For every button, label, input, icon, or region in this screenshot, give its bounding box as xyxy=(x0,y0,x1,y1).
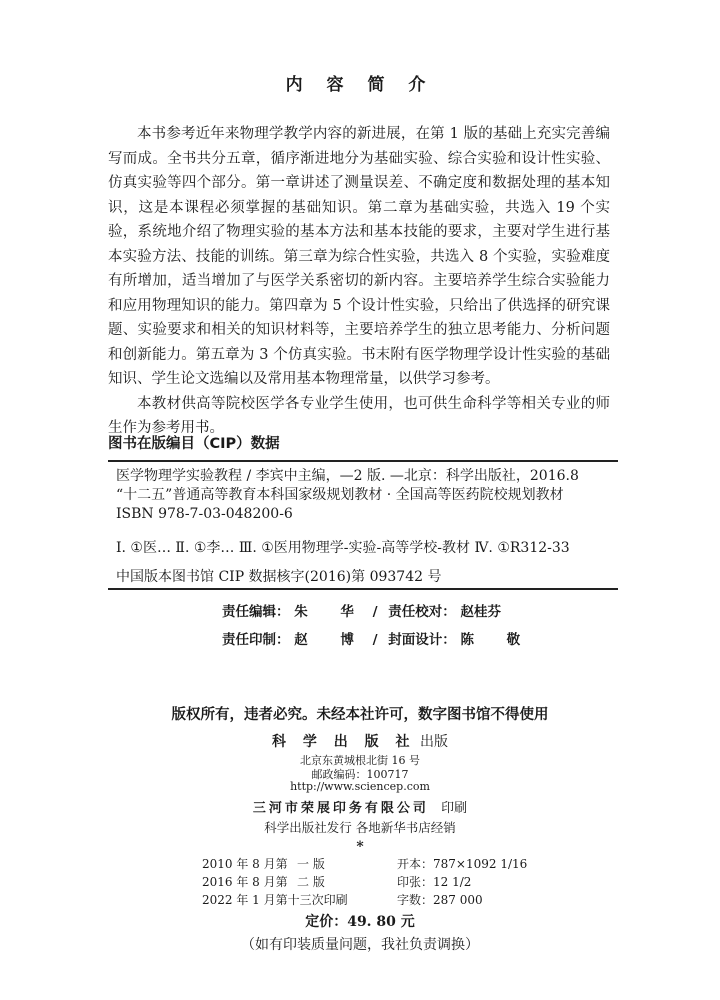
spec-value: 787×1092 1/16 xyxy=(433,857,528,871)
printer-suffix: 印刷 xyxy=(441,801,468,816)
intro-paragraph-2: 本教材供高等院校医学各专业学生使用，也可供生命科学等相关专业的师生作为参考用书。 xyxy=(108,395,610,436)
edition-row xyxy=(202,855,527,873)
cip-top-rule xyxy=(108,460,618,462)
credits-row-1 xyxy=(222,600,501,620)
cip-line-title: 医学物理学实验教程 / 李宾中主编，—2 版. —北京：科学出版社，2016.8 xyxy=(116,468,579,484)
proofread-name: 赵桂芬 xyxy=(460,604,501,620)
price: 定价：49. 80 元 xyxy=(305,914,415,930)
cip-verification: 中国版本图书馆 CIP 数据核字(2016)第 093742 号 xyxy=(116,569,442,585)
printer-name: 三河市荣展印务有限公司 xyxy=(252,801,429,816)
publisher-line xyxy=(0,731,720,751)
edition-number: 二 版 xyxy=(297,875,325,889)
intro-title: 内 容 简 介 xyxy=(285,75,435,95)
cip-line-series: “十二五”普通高等教育本科国家级规划教材 · 全国高等医药院校规划教材 xyxy=(116,487,564,503)
publisher-url: http://www.sciencep.com xyxy=(290,780,430,793)
edition-table xyxy=(202,855,527,909)
spec-label: 开本： xyxy=(397,857,434,871)
edition-spec xyxy=(397,891,527,909)
print-name: 赵 博 xyxy=(294,632,368,648)
edition-spec xyxy=(397,873,527,891)
publisher-name: 科 学 出 版 社 xyxy=(272,734,416,750)
editor-label: 责任编辑： xyxy=(222,604,290,620)
edition-spec xyxy=(397,855,527,873)
edition-date: 2010 年 8 月第 xyxy=(202,857,288,871)
cip-line-isbn: ISBN 978-7-03-048200-6 xyxy=(116,506,293,522)
edition-date: 2016 年 8 月第 xyxy=(202,875,288,889)
edition-row xyxy=(202,873,527,891)
edition-date: 2022 年 1 月第十三次印刷 xyxy=(202,893,348,907)
copyright-notice: 版权所有，违者必究。未经本社许可，数字图书馆不得使用 xyxy=(171,707,549,723)
spec-value: 12 1/2 xyxy=(433,875,472,889)
publisher-suffix: 出版 xyxy=(419,734,448,750)
cip-record xyxy=(116,467,579,524)
quality-notice: （如有印装质量问题，我社负责调换） xyxy=(241,937,479,953)
cip-classification: Ⅰ. ①医… Ⅱ. ①李… Ⅲ. ①医用物理学-实验-高等学校-教材 Ⅳ. ①R312-33 xyxy=(116,540,570,556)
printer-line xyxy=(0,797,720,816)
separator-star: * xyxy=(356,839,364,855)
intro-paragraph-1: 本书参考近年来物理学教学内容的新进展，在第 1 版的基础上充实完善编写而成。全书共分五章，循序渐进地分为基础实验、综合实验和设计性实验、仿真实验等四个部分。第一章讲述了测量误差、不确定度和数据处理的基本知识，这是本课程必须掌握的基础知识。第二章为基础实验，共选入 19 个实验，系统地介绍了物理实验的基本方法和基本技能的要求，主要对学生进行基本实验方法、技能的训练。第三章为综合性实验，共选入 8 个实验，实验难度有所增加，适当增加了与医学关系密切的新内容。主要培养学生综合实验能力和应用物理知识的能力。第四章为 5 个设计性实验，只给出了供选择的研究课题、实验要求和相关的知识材料等，主要培养学生的独立思考能力、分析问题和创新能力。第五章为 3 个仿真实验。书末附有医学物理学设计性实验的基础知识、学生论文选编以及常用基本物理常量，以供学习参考。 xyxy=(108,126,610,387)
edition-row xyxy=(202,891,527,909)
cip-heading: 图书在版编目（CIP）数据 xyxy=(108,436,280,452)
credits-separator: / xyxy=(372,632,378,648)
intro-text xyxy=(108,122,610,441)
print-label: 责任印制： xyxy=(222,632,290,648)
credits-separator: / xyxy=(372,604,378,620)
edition-number: 一 版 xyxy=(297,857,325,871)
spec-label: 印张： xyxy=(397,875,434,889)
publisher-postcode: 邮政编码：100717 xyxy=(311,768,409,781)
design-label: 封面设计： xyxy=(388,632,456,648)
spec-value: 287 000 xyxy=(433,893,483,907)
editor-name: 朱 华 xyxy=(294,604,368,620)
proofread-label: 责任校对： xyxy=(388,604,456,620)
cip-bottom-rule xyxy=(108,588,618,590)
spec-label: 字数： xyxy=(397,893,434,907)
publisher-address: 北京东黄城根北街 16 号 xyxy=(300,754,420,767)
design-name: 陈 敬 xyxy=(460,632,535,648)
credits-row-2 xyxy=(222,628,534,648)
distribution-line: 科学出版社发行 各地新华书店经销 xyxy=(264,820,456,835)
